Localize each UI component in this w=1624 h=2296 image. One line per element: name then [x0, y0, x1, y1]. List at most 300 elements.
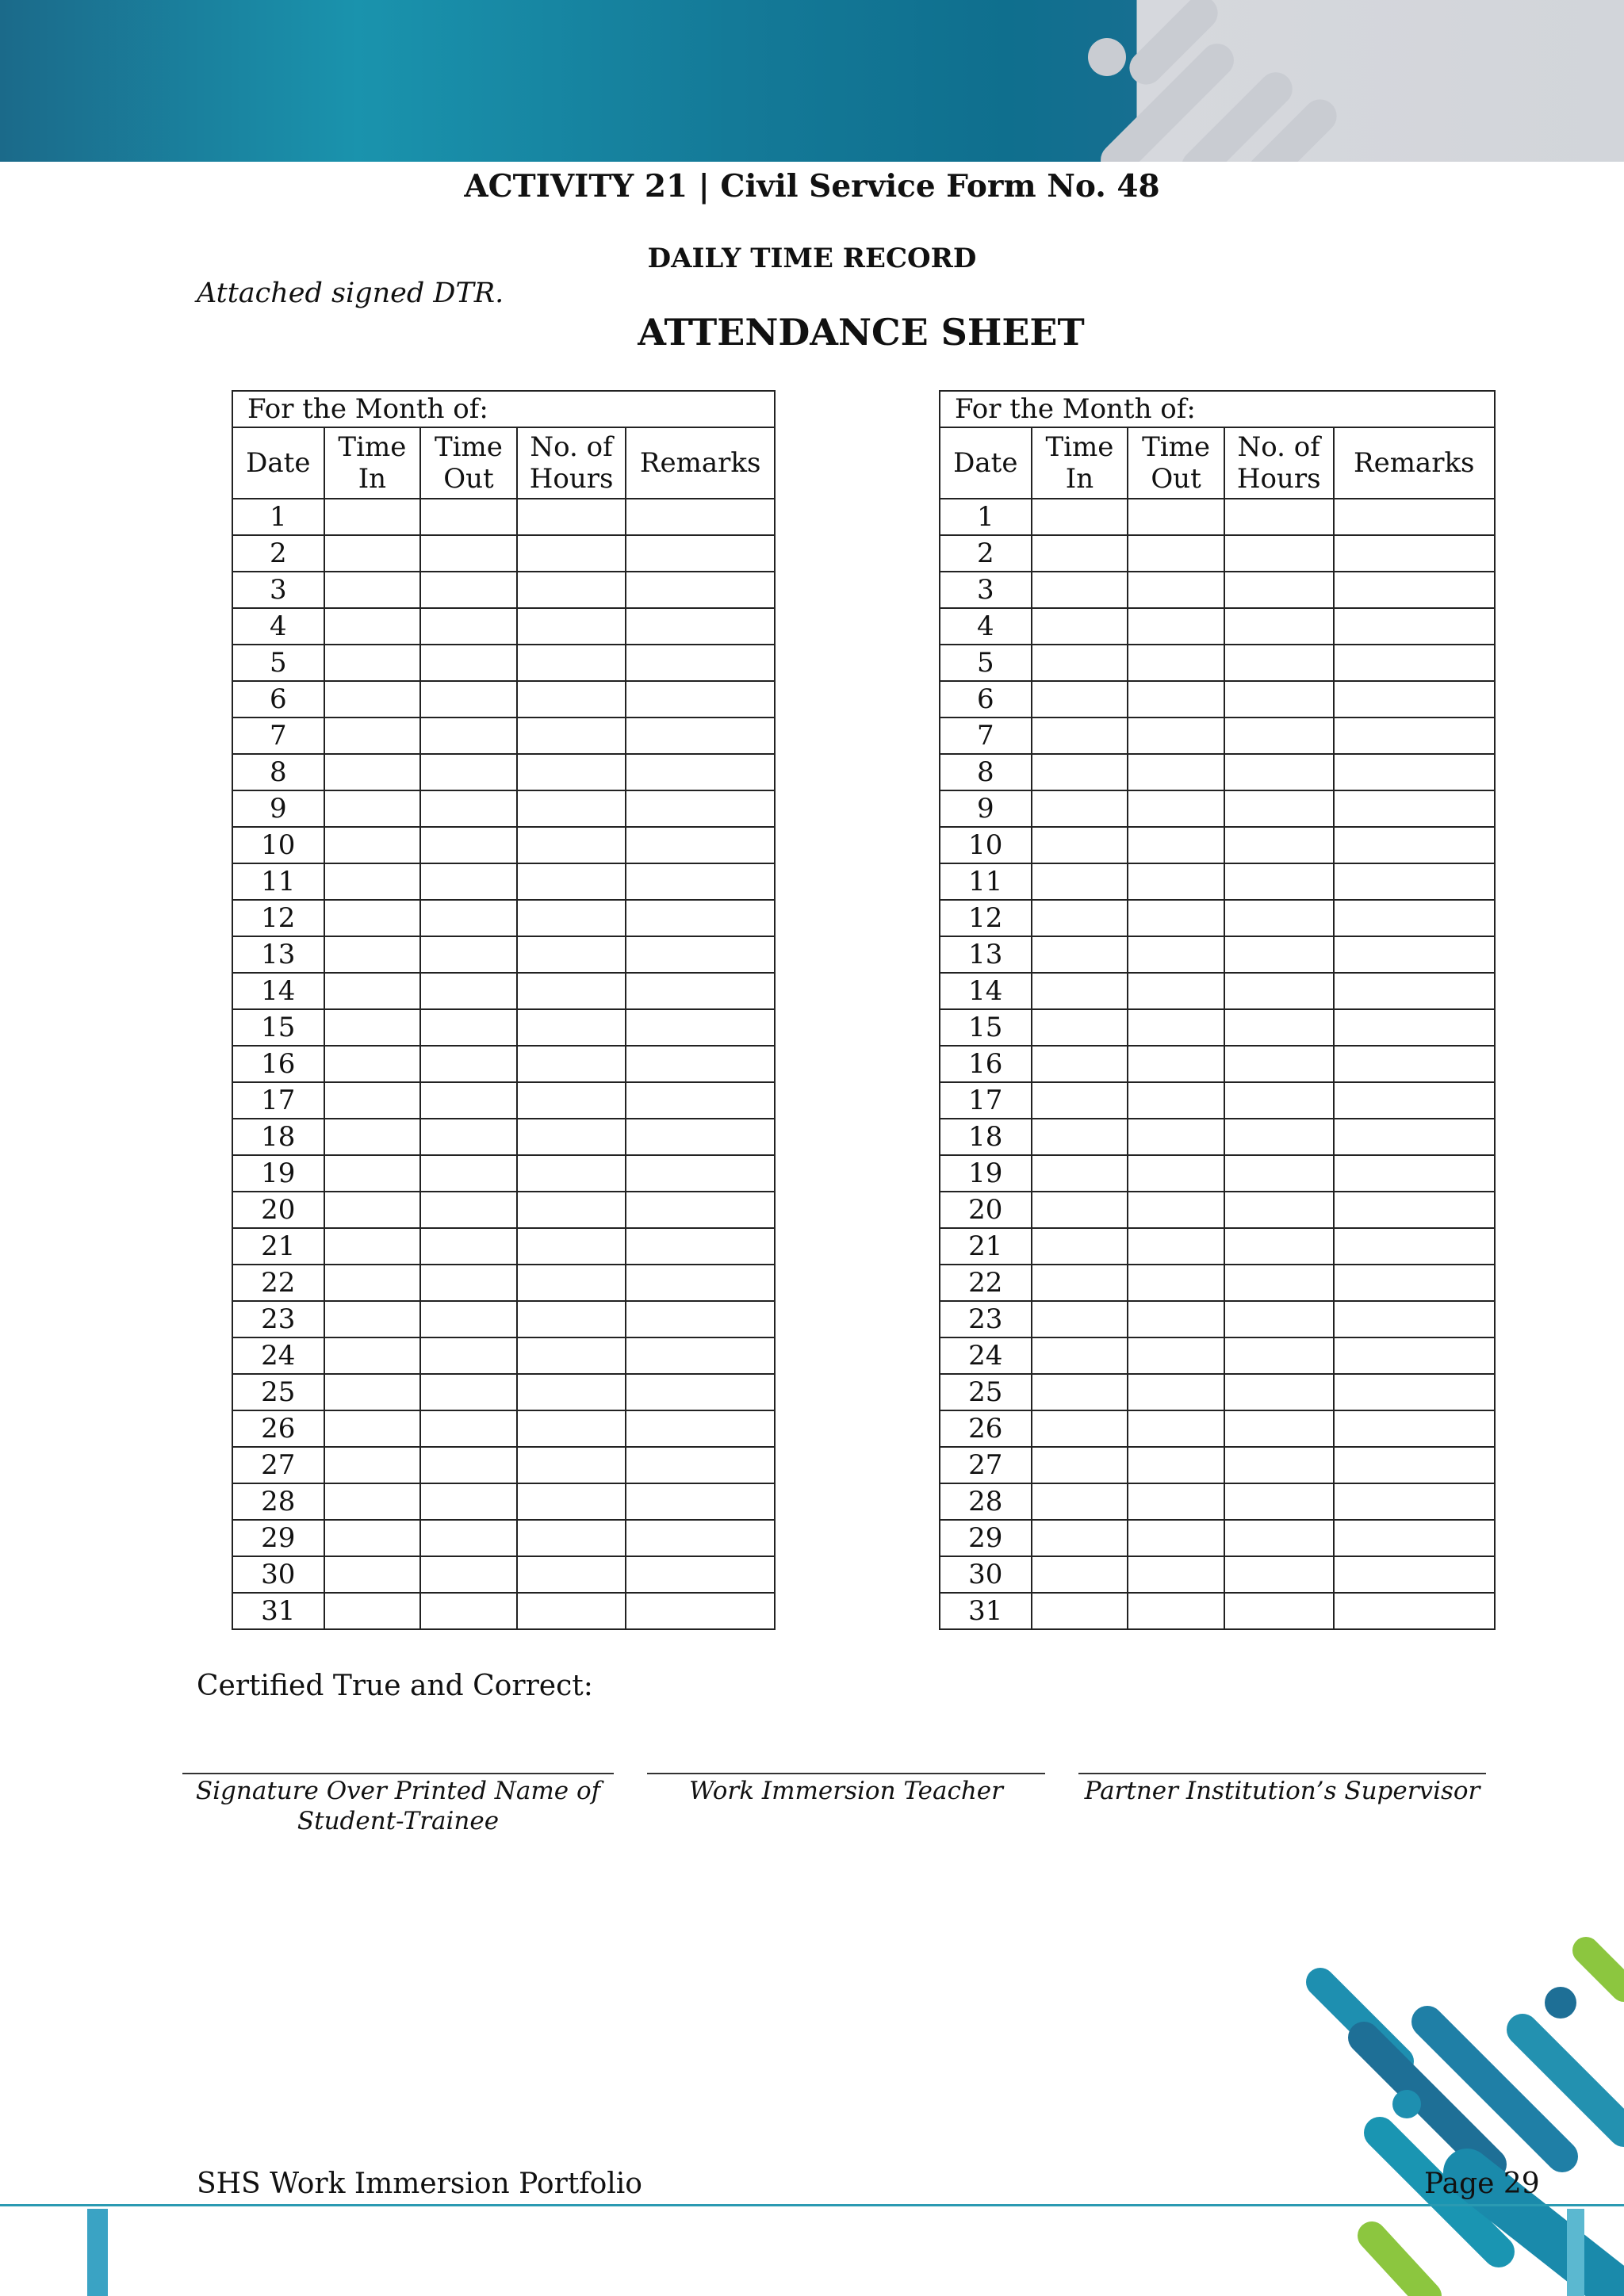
time-out-cell[interactable] — [420, 900, 517, 936]
table-row — [940, 1593, 1495, 1629]
day-number: 23 — [940, 1301, 1032, 1337]
remarks-cell[interactable] — [1334, 1556, 1496, 1593]
table-row — [232, 863, 775, 900]
remarks-cell[interactable] — [1334, 1192, 1496, 1228]
remarks-cell[interactable] — [1334, 1046, 1496, 1082]
hours-cell[interactable] — [1224, 1337, 1334, 1374]
time-out-cell[interactable] — [1128, 1046, 1224, 1082]
time-out-cell[interactable] — [1128, 1192, 1224, 1228]
remarks-cell[interactable] — [626, 790, 775, 827]
time-out-cell[interactable] — [420, 1265, 517, 1301]
time-out-cell[interactable] — [420, 1337, 517, 1374]
time-out-cell[interactable] — [420, 1410, 517, 1447]
time-out-cell[interactable] — [420, 1119, 517, 1155]
hours-cell[interactable] — [517, 973, 626, 1009]
day-number: 9 — [940, 790, 1032, 827]
time-in-cell[interactable] — [1032, 1009, 1128, 1046]
time-in-cell[interactable] — [324, 681, 421, 718]
day-number: 6 — [940, 681, 1032, 718]
time-in-cell[interactable] — [1032, 608, 1128, 645]
table-row — [232, 499, 775, 535]
remarks-cell[interactable] — [626, 1228, 775, 1265]
hours-cell[interactable] — [517, 1447, 626, 1483]
remarks-cell[interactable] — [626, 681, 775, 718]
time-in-cell[interactable] — [1032, 973, 1128, 1009]
day-number: 10 — [940, 827, 1032, 863]
hours-cell[interactable] — [517, 1374, 626, 1410]
time-in-cell[interactable] — [1032, 900, 1128, 936]
hours-cell[interactable] — [1224, 1265, 1334, 1301]
remarks-cell[interactable] — [1334, 1009, 1496, 1046]
remarks-cell[interactable] — [1334, 754, 1496, 790]
time-out-cell[interactable] — [1128, 900, 1224, 936]
table-body — [232, 499, 775, 1629]
hours-cell[interactable] — [1224, 973, 1334, 1009]
day-number: 28 — [232, 1483, 324, 1520]
remarks-cell[interactable] — [626, 1374, 775, 1410]
remarks-cell[interactable] — [626, 499, 775, 535]
remarks-cell[interactable] — [1334, 572, 1496, 608]
time-in-cell[interactable] — [324, 827, 421, 863]
remarks-cell[interactable] — [1334, 973, 1496, 1009]
time-out-cell[interactable] — [1128, 1009, 1224, 1046]
header-remarks: Remarks — [626, 427, 775, 499]
time-in-cell[interactable] — [1032, 645, 1128, 681]
remarks-cell[interactable] — [626, 1520, 775, 1556]
remarks-cell[interactable] — [626, 900, 775, 936]
remarks-cell[interactable] — [1334, 790, 1496, 827]
time-out-cell[interactable] — [1128, 608, 1224, 645]
remarks-cell[interactable] — [626, 1483, 775, 1520]
time-out-cell[interactable] — [420, 1082, 517, 1119]
time-in-cell[interactable] — [324, 1228, 421, 1265]
hours-cell[interactable] — [517, 1483, 626, 1520]
hours-cell[interactable] — [1224, 572, 1334, 608]
time-out-cell[interactable] — [1128, 790, 1224, 827]
remarks-cell[interactable] — [1334, 1520, 1496, 1556]
time-in-cell[interactable] — [324, 572, 421, 608]
hours-cell[interactable] — [517, 827, 626, 863]
remarks-cell[interactable] — [626, 535, 775, 572]
time-in-cell[interactable] — [1032, 1483, 1128, 1520]
time-in-cell[interactable] — [1032, 1556, 1128, 1593]
remarks-cell[interactable] — [1334, 1082, 1496, 1119]
day-number: 12 — [940, 900, 1032, 936]
time-out-cell[interactable] — [1128, 1155, 1224, 1192]
hours-cell[interactable] — [517, 718, 626, 754]
signature-label-teacher: Work Immersion Teacher — [689, 1777, 1003, 1805]
time-in-cell[interactable] — [1032, 1593, 1128, 1629]
time-in-cell[interactable] — [324, 608, 421, 645]
time-in-cell[interactable] — [324, 936, 421, 973]
hours-cell[interactable] — [517, 1410, 626, 1447]
hours-cell[interactable] — [1224, 1228, 1334, 1265]
hours-cell[interactable] — [1224, 790, 1334, 827]
time-out-cell[interactable] — [420, 754, 517, 790]
remarks-cell[interactable] — [1334, 1155, 1496, 1192]
time-in-cell[interactable] — [1032, 754, 1128, 790]
time-out-cell[interactable] — [1128, 1374, 1224, 1410]
time-out-cell[interactable] — [420, 827, 517, 863]
hours-cell[interactable] — [517, 645, 626, 681]
remarks-cell[interactable] — [626, 827, 775, 863]
table-row — [940, 681, 1495, 718]
hours-cell[interactable] — [1224, 1119, 1334, 1155]
hours-cell[interactable] — [517, 754, 626, 790]
time-in-cell[interactable] — [324, 1192, 421, 1228]
time-in-cell[interactable] — [1032, 1119, 1128, 1155]
hours-cell[interactable] — [1224, 827, 1334, 863]
time-out-cell[interactable] — [1128, 1337, 1224, 1374]
time-out-cell[interactable] — [1128, 645, 1224, 681]
footer-accent-bar — [87, 2209, 108, 2296]
remarks-cell[interactable] — [626, 1046, 775, 1082]
hours-cell[interactable] — [1224, 1155, 1334, 1192]
hours-cell[interactable] — [1224, 535, 1334, 572]
hours-cell[interactable] — [1224, 754, 1334, 790]
time-out-cell[interactable] — [1128, 1228, 1224, 1265]
time-in-cell[interactable] — [324, 718, 421, 754]
hours-cell[interactable] — [517, 1265, 626, 1301]
time-in-cell[interactable] — [324, 1301, 421, 1337]
hours-cell[interactable] — [1224, 645, 1334, 681]
time-in-cell[interactable] — [1032, 1228, 1128, 1265]
time-out-cell[interactable] — [420, 1374, 517, 1410]
day-number: 16 — [940, 1046, 1032, 1082]
table-row — [232, 1374, 775, 1410]
time-in-cell[interactable] — [324, 1155, 421, 1192]
remarks-cell[interactable] — [1334, 608, 1496, 645]
table-row — [940, 608, 1495, 645]
remarks-cell[interactable] — [1334, 645, 1496, 681]
day-number: 31 — [232, 1593, 324, 1629]
remarks-cell[interactable] — [626, 863, 775, 900]
time-out-cell[interactable] — [1128, 973, 1224, 1009]
hours-cell[interactable] — [1224, 1009, 1334, 1046]
remarks-cell[interactable] — [1334, 900, 1496, 936]
hours-cell[interactable] — [1224, 718, 1334, 754]
hours-cell[interactable] — [1224, 1046, 1334, 1082]
time-out-cell[interactable] — [420, 681, 517, 718]
hours-cell[interactable] — [517, 1046, 626, 1082]
hours-cell[interactable] — [1224, 608, 1334, 645]
remarks-cell[interactable] — [626, 1447, 775, 1483]
day-number: 27 — [232, 1447, 324, 1483]
day-number: 11 — [940, 863, 1032, 900]
time-in-cell[interactable] — [1032, 1410, 1128, 1447]
time-out-cell[interactable] — [420, 499, 517, 535]
hours-cell[interactable] — [517, 535, 626, 572]
time-in-cell[interactable] — [1032, 827, 1128, 863]
hours-cell[interactable] — [1224, 936, 1334, 973]
remarks-cell[interactable] — [626, 1337, 775, 1374]
time-in-cell[interactable] — [1032, 1337, 1128, 1374]
day-number: 25 — [940, 1374, 1032, 1410]
remarks-cell[interactable] — [1334, 936, 1496, 973]
table-row — [940, 1520, 1495, 1556]
day-number: 13 — [232, 936, 324, 973]
remarks-cell[interactable] — [1334, 1301, 1496, 1337]
remarks-cell[interactable] — [626, 1556, 775, 1593]
day-number: 24 — [940, 1337, 1032, 1374]
time-in-cell[interactable] — [1032, 718, 1128, 754]
hours-cell[interactable] — [517, 499, 626, 535]
time-in-cell[interactable] — [1032, 1520, 1128, 1556]
activity-title: ACTIVITY 21 | Civil Service Form No. 48 — [464, 168, 1160, 205]
hours-cell[interactable] — [1224, 1301, 1334, 1337]
day-number: 1 — [940, 499, 1032, 535]
remarks-cell[interactable] — [626, 572, 775, 608]
hours-cell[interactable] — [517, 1301, 626, 1337]
time-out-cell[interactable] — [1128, 1593, 1224, 1629]
day-number: 15 — [232, 1009, 324, 1046]
hours-cell[interactable] — [1224, 1556, 1334, 1593]
hours-cell[interactable] — [1224, 1410, 1334, 1447]
table-row — [232, 535, 775, 572]
remarks-cell[interactable] — [1334, 718, 1496, 754]
time-out-cell[interactable] — [420, 1046, 517, 1082]
remarks-cell[interactable] — [626, 1192, 775, 1228]
hours-cell[interactable] — [517, 936, 626, 973]
hours-cell[interactable] — [517, 681, 626, 718]
remarks-cell[interactable] — [1334, 1228, 1496, 1265]
day-number: 31 — [940, 1593, 1032, 1629]
time-in-cell[interactable] — [324, 863, 421, 900]
time-in-cell[interactable] — [324, 1593, 421, 1629]
remarks-cell[interactable] — [626, 1009, 775, 1046]
time-out-cell[interactable] — [1128, 863, 1224, 900]
time-out-cell[interactable] — [420, 1483, 517, 1520]
time-in-cell[interactable] — [324, 1337, 421, 1374]
time-in-cell[interactable] — [324, 1119, 421, 1155]
time-out-cell[interactable] — [420, 790, 517, 827]
hours-cell[interactable] — [517, 1192, 626, 1228]
remarks-cell[interactable] — [626, 645, 775, 681]
time-out-cell[interactable] — [1128, 1301, 1224, 1337]
table-row — [232, 936, 775, 973]
day-number: 19 — [232, 1155, 324, 1192]
time-in-cell[interactable] — [1032, 1265, 1128, 1301]
time-in-cell[interactable] — [324, 1410, 421, 1447]
remarks-cell[interactable] — [1334, 1447, 1496, 1483]
header-time-out: Time Out — [1128, 427, 1224, 499]
table-row — [232, 1337, 775, 1374]
day-number: 9 — [232, 790, 324, 827]
time-in-cell[interactable] — [324, 973, 421, 1009]
time-in-cell[interactable] — [1032, 863, 1128, 900]
time-in-cell[interactable] — [324, 1046, 421, 1082]
time-in-cell[interactable] — [1032, 790, 1128, 827]
table-row — [232, 1192, 775, 1228]
time-in-cell[interactable] — [324, 1374, 421, 1410]
time-in-cell[interactable] — [324, 499, 421, 535]
hours-cell[interactable] — [517, 790, 626, 827]
table-row — [232, 681, 775, 718]
hours-cell[interactable] — [1224, 900, 1334, 936]
time-in-cell[interactable] — [1032, 572, 1128, 608]
time-in-cell[interactable] — [1032, 1082, 1128, 1119]
remarks-cell[interactable] — [1334, 1119, 1496, 1155]
time-out-cell[interactable] — [420, 1192, 517, 1228]
time-out-cell[interactable] — [420, 1520, 517, 1556]
hours-cell[interactable] — [517, 1119, 626, 1155]
remarks-cell[interactable] — [1334, 863, 1496, 900]
time-out-cell[interactable] — [420, 973, 517, 1009]
time-in-cell[interactable] — [324, 1556, 421, 1593]
day-number: 14 — [232, 973, 324, 1009]
remarks-cell[interactable] — [1334, 1265, 1496, 1301]
remarks-cell[interactable] — [1334, 499, 1496, 535]
hours-cell[interactable] — [1224, 1082, 1334, 1119]
time-out-cell[interactable] — [420, 1593, 517, 1629]
time-out-cell[interactable] — [1128, 535, 1224, 572]
table-row — [232, 1228, 775, 1265]
time-out-cell[interactable] — [420, 1447, 517, 1483]
header-time-out: Time Out — [420, 427, 517, 499]
remarks-cell[interactable] — [1334, 535, 1496, 572]
time-in-cell[interactable] — [1032, 1301, 1128, 1337]
time-out-cell[interactable] — [1128, 827, 1224, 863]
hours-cell[interactable] — [517, 1228, 626, 1265]
remarks-cell[interactable] — [1334, 1410, 1496, 1447]
time-out-cell[interactable] — [1128, 1265, 1224, 1301]
time-out-cell[interactable] — [1128, 1410, 1224, 1447]
remarks-cell[interactable] — [626, 1301, 775, 1337]
dtr-title: DAILY TIME RECORD — [647, 243, 977, 274]
remarks-cell[interactable] — [626, 1155, 775, 1192]
hours-cell[interactable] — [517, 1337, 626, 1374]
time-out-cell[interactable] — [420, 1009, 517, 1046]
time-out-cell[interactable] — [1128, 572, 1224, 608]
time-out-cell[interactable] — [420, 936, 517, 973]
remarks-cell[interactable] — [626, 1119, 775, 1155]
hours-cell[interactable] — [517, 572, 626, 608]
time-in-cell[interactable] — [1032, 1046, 1128, 1082]
table-row — [232, 1447, 775, 1483]
remarks-cell[interactable] — [1334, 1483, 1496, 1520]
time-out-cell[interactable] — [1128, 754, 1224, 790]
remarks-cell[interactable] — [626, 754, 775, 790]
hours-cell[interactable] — [1224, 499, 1334, 535]
hours-cell[interactable] — [517, 1082, 626, 1119]
hours-cell[interactable] — [1224, 1483, 1334, 1520]
time-in-cell[interactable] — [324, 790, 421, 827]
time-in-cell[interactable] — [1032, 681, 1128, 718]
time-out-cell[interactable] — [1128, 681, 1224, 718]
day-number: 29 — [232, 1520, 324, 1556]
remarks-cell[interactable] — [626, 1082, 775, 1119]
remarks-cell[interactable] — [1334, 1593, 1496, 1629]
time-out-cell[interactable] — [1128, 1119, 1224, 1155]
hours-cell[interactable] — [1224, 1447, 1334, 1483]
remarks-cell[interactable] — [1334, 1337, 1496, 1374]
time-in-cell[interactable] — [1032, 1374, 1128, 1410]
time-in-cell[interactable] — [1032, 1155, 1128, 1192]
hours-cell[interactable] — [517, 863, 626, 900]
time-in-cell[interactable] — [324, 645, 421, 681]
time-in-cell[interactable] — [324, 754, 421, 790]
time-out-cell[interactable] — [420, 718, 517, 754]
hours-cell[interactable] — [517, 1155, 626, 1192]
time-out-cell[interactable] — [420, 572, 517, 608]
hours-cell[interactable] — [1224, 863, 1334, 900]
time-out-cell[interactable] — [420, 1301, 517, 1337]
hours-cell[interactable] — [1224, 1593, 1334, 1629]
remarks-cell[interactable] — [1334, 1374, 1496, 1410]
time-in-cell[interactable] — [324, 535, 421, 572]
time-out-cell[interactable] — [1128, 1447, 1224, 1483]
time-out-cell[interactable] — [420, 1155, 517, 1192]
remarks-cell[interactable] — [626, 718, 775, 754]
time-out-cell[interactable] — [420, 535, 517, 572]
time-out-cell[interactable] — [420, 1228, 517, 1265]
time-out-cell[interactable] — [1128, 936, 1224, 973]
hours-cell[interactable] — [517, 1593, 626, 1629]
time-out-cell[interactable] — [420, 1556, 517, 1593]
time-out-cell[interactable] — [1128, 1556, 1224, 1593]
remarks-cell[interactable] — [626, 608, 775, 645]
time-out-cell[interactable] — [1128, 1082, 1224, 1119]
time-out-cell[interactable] — [420, 863, 517, 900]
time-in-cell[interactable] — [1032, 535, 1128, 572]
time-out-cell[interactable] — [420, 645, 517, 681]
time-in-cell[interactable] — [324, 1447, 421, 1483]
remarks-cell[interactable] — [626, 1265, 775, 1301]
time-in-cell[interactable] — [1032, 936, 1128, 973]
time-out-cell[interactable] — [1128, 499, 1224, 535]
table-row — [232, 900, 775, 936]
hours-cell[interactable] — [1224, 1374, 1334, 1410]
time-in-cell[interactable] — [1032, 499, 1128, 535]
hours-cell[interactable] — [1224, 1520, 1334, 1556]
time-in-cell[interactable] — [324, 1483, 421, 1520]
table-row — [940, 1447, 1495, 1483]
table-row — [232, 1556, 775, 1593]
day-number: 4 — [940, 608, 1032, 645]
time-out-cell[interactable] — [1128, 1483, 1224, 1520]
remarks-cell[interactable] — [1334, 681, 1496, 718]
remarks-cell[interactable] — [626, 936, 775, 973]
day-number: 25 — [232, 1374, 324, 1410]
remarks-cell[interactable] — [1334, 827, 1496, 863]
time-out-cell[interactable] — [1128, 718, 1224, 754]
time-out-cell[interactable] — [420, 608, 517, 645]
time-in-cell[interactable] — [324, 1009, 421, 1046]
time-in-cell[interactable] — [324, 1082, 421, 1119]
hours-cell[interactable] — [517, 608, 626, 645]
day-number: 11 — [232, 863, 324, 900]
time-out-cell[interactable] — [1128, 1520, 1224, 1556]
hours-cell[interactable] — [1224, 681, 1334, 718]
hours-cell[interactable] — [517, 1520, 626, 1556]
hours-cell[interactable] — [517, 1009, 626, 1046]
time-in-cell[interactable] — [324, 1520, 421, 1556]
time-in-cell[interactable] — [324, 900, 421, 936]
time-in-cell[interactable] — [1032, 1192, 1128, 1228]
signature-line-student — [182, 1773, 614, 1774]
hours-cell[interactable] — [517, 900, 626, 936]
remarks-cell[interactable] — [626, 1410, 775, 1447]
table-row — [232, 1265, 775, 1301]
table-row — [940, 645, 1495, 681]
hours-cell[interactable] — [1224, 1192, 1334, 1228]
remarks-cell[interactable] — [626, 1593, 775, 1629]
hours-cell[interactable] — [517, 1556, 626, 1593]
table-row — [232, 1046, 775, 1082]
time-in-cell[interactable] — [1032, 1447, 1128, 1483]
time-in-cell[interactable] — [324, 1265, 421, 1301]
remarks-cell[interactable] — [626, 973, 775, 1009]
